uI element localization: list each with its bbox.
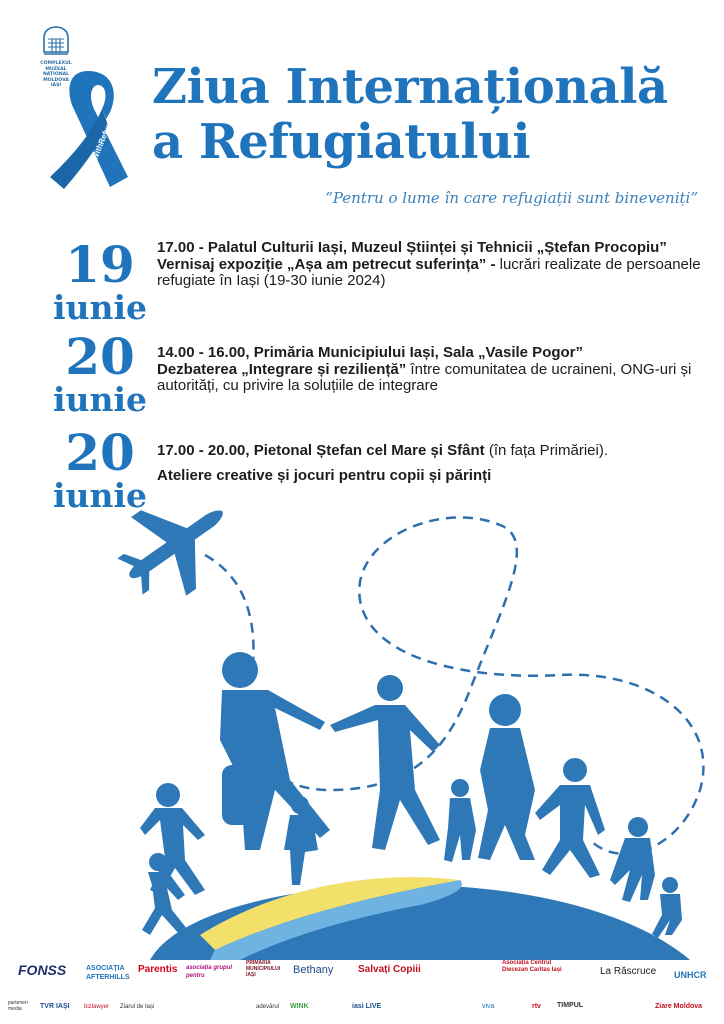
media-logo: Ziare Moldova — [655, 1003, 703, 1010]
media-logo: Ziarul de Iași — [120, 1004, 155, 1010]
subtitle: ”Pentru o lume în care refugiații sunt bineveniți” — [325, 189, 698, 207]
globe — [150, 877, 690, 960]
title-line-1: Ziua Internațională — [152, 59, 668, 115]
event-location-note: (în fața Primăriei). — [484, 442, 609, 459]
sponsor-logo: FONSS — [18, 962, 67, 978]
sponsor-logo: Salvați Copiii — [358, 964, 421, 975]
sponsor-logo: La Răscruce — [600, 966, 657, 977]
event-time-location: 14.00 - 16.00, Primăria Municipiului Iași, Sala „Vasile Pogor” — [157, 344, 584, 361]
media-logo: TVR IAȘI — [40, 1003, 70, 1010]
sponsor-logo: Bethany — [293, 964, 334, 976]
event-month: iunie — [52, 476, 148, 515]
sponsors-bar — [0, 950, 724, 1024]
page-title — [152, 60, 722, 170]
sponsor-logo: ASOCIAȚIA AFTERHILLS — [86, 965, 130, 981]
event-date — [50, 235, 150, 327]
title-line-2: a Refugiatului — [152, 114, 531, 170]
event-details — [157, 443, 702, 484]
event-time-location: 17.00 - 20.00, Pietonal Ștefan cel Mare și Sfânt — [157, 442, 485, 459]
event-date — [50, 327, 150, 419]
airplane-icon — [102, 490, 250, 616]
media-logo: viva — [482, 1003, 495, 1010]
event-details — [157, 240, 702, 290]
event-month: iunie — [52, 380, 148, 419]
event-activity: Ateliere creative și jocuri pentru copii și părinți — [157, 466, 492, 484]
sponsor-logo: UNHCR — [674, 970, 707, 980]
event-time-location: 17.00 - Palatul Culturii Iași, Muzeul Științei și Tehnicii „Ștefan Procopiu” — [157, 239, 667, 256]
logo-line: MUZEAL — [45, 66, 67, 72]
event-day: 19 — [65, 235, 135, 294]
sponsor-logo: asociația grupul pentru — [186, 965, 233, 979]
media-logo: bizlawyer — [84, 1004, 110, 1010]
event-activity: Dezbaterea „Integrare și reziliență” — [157, 360, 407, 378]
media-logo: WINK — [290, 1003, 309, 1010]
event-activity: Vernisaj expoziție „Așa am petrecut suferința” - — [157, 255, 496, 273]
event-month: iunie — [52, 288, 148, 327]
logo-line: NAȚIONAL — [42, 72, 70, 77]
media-logo: adevărul — [256, 1004, 280, 1010]
awareness-ribbon-icon — [40, 65, 140, 195]
event-description: între comunitatea de ucraineni, ONG-uri și autorități, cu privire la soluțiile de integrare — [157, 360, 692, 394]
media-logo: rtv — [532, 1003, 541, 1010]
media-partners-label: parteneri media — [8, 1000, 28, 1012]
event-details — [157, 345, 702, 395]
sponsor-logo: Asociația Centrul Diecezan Caritas Iași — [502, 960, 562, 973]
museum-building-icon — [42, 26, 70, 56]
ribbon-label: #WithRefugees — [88, 108, 119, 166]
logo-line: COMPLEXUL — [40, 61, 72, 66]
logo-line: MOLDOVA — [43, 77, 69, 83]
refugees-illustration — [0, 490, 724, 960]
media-logo: iasi LIVE — [352, 1003, 382, 1010]
event-day: 20 — [65, 423, 135, 482]
media-logo: TIMPUL — [557, 1002, 584, 1009]
event-description: lucrări realizate de persoanele refugiate în Iași (19-30 iunie 2024) — [157, 255, 701, 289]
sponsor-logo: Parentis — [138, 964, 178, 975]
event-day: 20 — [65, 327, 135, 386]
logo-line: IAȘI — [50, 83, 62, 88]
sponsor-logo: PRIMĂRIA MUNICIPIULUI IAȘI — [246, 960, 281, 978]
